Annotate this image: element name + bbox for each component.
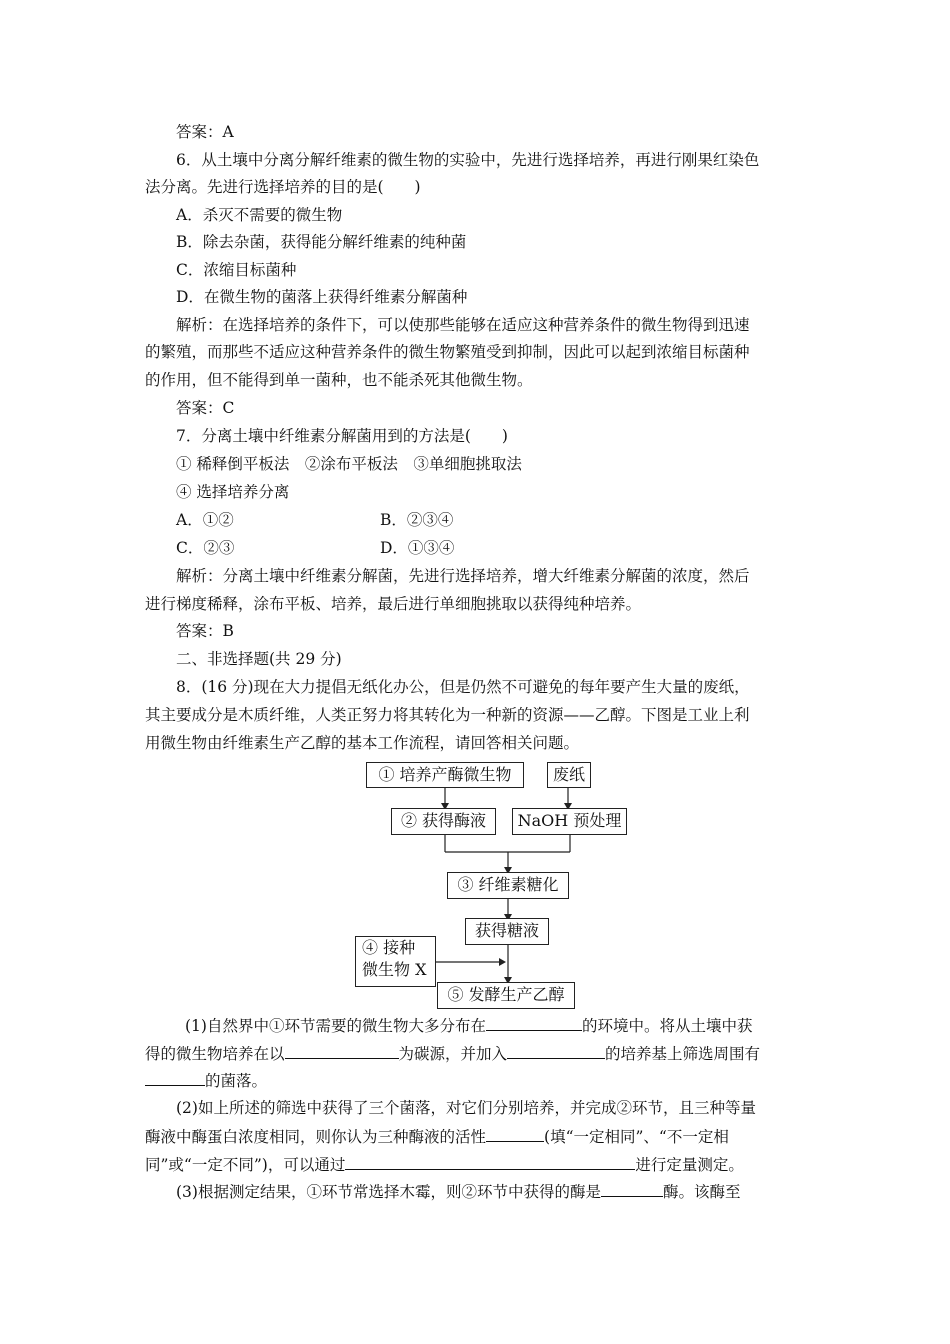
q1-text-e: 的培养基上筛选周围有: [605, 1045, 761, 1063]
analysis-6-cont: 的繁殖，而那些不适应这种营养条件的微生物繁殖受到抑制，因此可以起到浓缩目标菌种: [145, 343, 750, 361]
flow-box-inoculate-line1: ④ 接种: [362, 938, 416, 957]
q3-text-b: 酶。该酶至: [662, 1183, 741, 1201]
q2-text-b: 酶液中酶蛋白浓度相同，则你认为三种酶液的活性: [145, 1128, 487, 1146]
answer-blank[interactable]: [601, 1181, 663, 1197]
answer-blank[interactable]: [486, 1015, 582, 1031]
answer-blank[interactable]: [507, 1043, 605, 1059]
answer-7: 答案：B: [176, 622, 234, 640]
text-line: 答案：A: [176, 123, 234, 141]
flow-box-culture: ① 培养产酶微生物: [366, 762, 524, 788]
flow-box-fermentation: ⑤ 发酵生产乙醇: [437, 982, 575, 1009]
answer-blank[interactable]: [486, 1126, 544, 1142]
q2-text-c: (填“一定相同”、“不一定相: [544, 1128, 729, 1146]
question-6-stem: 6．从土壤中分离分解纤维素的微生物的实验中，先进行选择培养，再进行刚果红染色: [176, 151, 760, 169]
option-b: B．②③④: [380, 511, 454, 529]
flow-box-saccharification: ③ 纤维素糖化: [447, 872, 569, 899]
q1-text-a: (1)自然界中①环节需要的微生物大多分布在: [185, 1017, 486, 1035]
option-a: A．杀灭不需要的微生物: [176, 206, 343, 224]
question-8-1-cont: [145, 1043, 760, 1064]
q1-text-f: 的菌落。: [205, 1072, 268, 1090]
analysis-6: 解析：在选择培养的条件下，可以使那些能够在适应这种营养条件的微生物得到迅速: [176, 316, 750, 334]
question-8-1-cont2: [145, 1070, 267, 1091]
q2-text-e: 进行定量测定。: [635, 1156, 744, 1174]
answer-blank[interactable]: [285, 1043, 399, 1059]
flow-box-sugar-solution: 获得糖液: [465, 918, 549, 945]
q3-text-a: (3)根据测定结果，①环节常选择木霉，则②环节中获得的酶是: [176, 1183, 601, 1201]
flow-box-waste-paper: 废纸: [547, 762, 591, 788]
flow-box-inoculate-line2: 微生物 X: [362, 960, 427, 979]
flow-box-naoh: NaOH 预处理: [512, 808, 627, 835]
option-c: C．②③: [176, 539, 235, 557]
question-8-stem-cont: 其主要成分是木质纤维，人类正努力将其转化为一种新的资源——乙醇。下图是工业上利: [145, 706, 750, 724]
option-d: D．在微生物的菌落上获得纤维素分解菌种: [176, 288, 468, 306]
question-8-stem-cont2: 用微生物由纤维素生产乙醇的基本工作流程，请回答相关问题。: [145, 734, 580, 752]
question-8-stem: 8．(16 分)现在大力提倡无纸化办公，但是仍然不可避免的每年要产生大量的废纸，: [176, 678, 750, 696]
answer-blank[interactable]: [345, 1154, 635, 1170]
question-8-2-cont: [145, 1126, 729, 1147]
question-7-stem: 7．分离土壤中纤维素分解菌用到的方法是( ): [176, 427, 508, 445]
question-8-2: (2)如上所述的筛选中获得了三个菌落，对它们分别培养，并完成②环节，且三种等量: [176, 1099, 756, 1117]
option-d: D．①③④: [380, 539, 455, 557]
answer-blank[interactable]: [145, 1070, 205, 1086]
answer-6: 答案：C: [176, 399, 235, 417]
method-list-cont: ④ 选择培养分离: [176, 483, 290, 501]
question-8-3: [176, 1181, 740, 1202]
option-c: C．浓缩目标菌种: [176, 261, 297, 279]
section-heading: 二、非选择题(共 29 分): [176, 650, 342, 668]
option-a: A．①②: [176, 511, 234, 529]
q1-text-b: 的环境中。将从土壤中获: [581, 1017, 753, 1035]
method-list: ① 稀释倒平板法 ②涂布平板法 ③单细胞挑取法: [176, 455, 522, 473]
flow-box-inoculate: [355, 936, 436, 987]
q1-text-c: 得的微生物培养在以: [145, 1045, 285, 1063]
q1-text-d: 为碳源，并加入: [398, 1045, 508, 1063]
question-6-stem-cont: 法分离。先进行选择培养的目的是( ): [145, 178, 421, 196]
analysis-6-cont2: 的作用，但不能得到单一菌种，也不能杀死其他微生物。: [145, 371, 533, 389]
flow-box-enzyme: ② 获得酶液: [391, 808, 496, 835]
option-b: B．除去杂菌，获得能分解纤维素的纯种菌: [176, 233, 467, 251]
question-8-1: [185, 1015, 752, 1036]
analysis-7-cont: 进行梯度稀释，涂布平板、培养，最后进行单细胞挑取以获得纯种培养。: [145, 595, 642, 613]
question-8-2-cont2: [145, 1154, 744, 1175]
q2-text-d: 同”或“一定不同”)，可以通过: [145, 1156, 346, 1174]
analysis-7: 解析：分离土壤中纤维素分解菌，先进行选择培养，增大纤维素分解菌的浓度，然后: [176, 567, 750, 585]
